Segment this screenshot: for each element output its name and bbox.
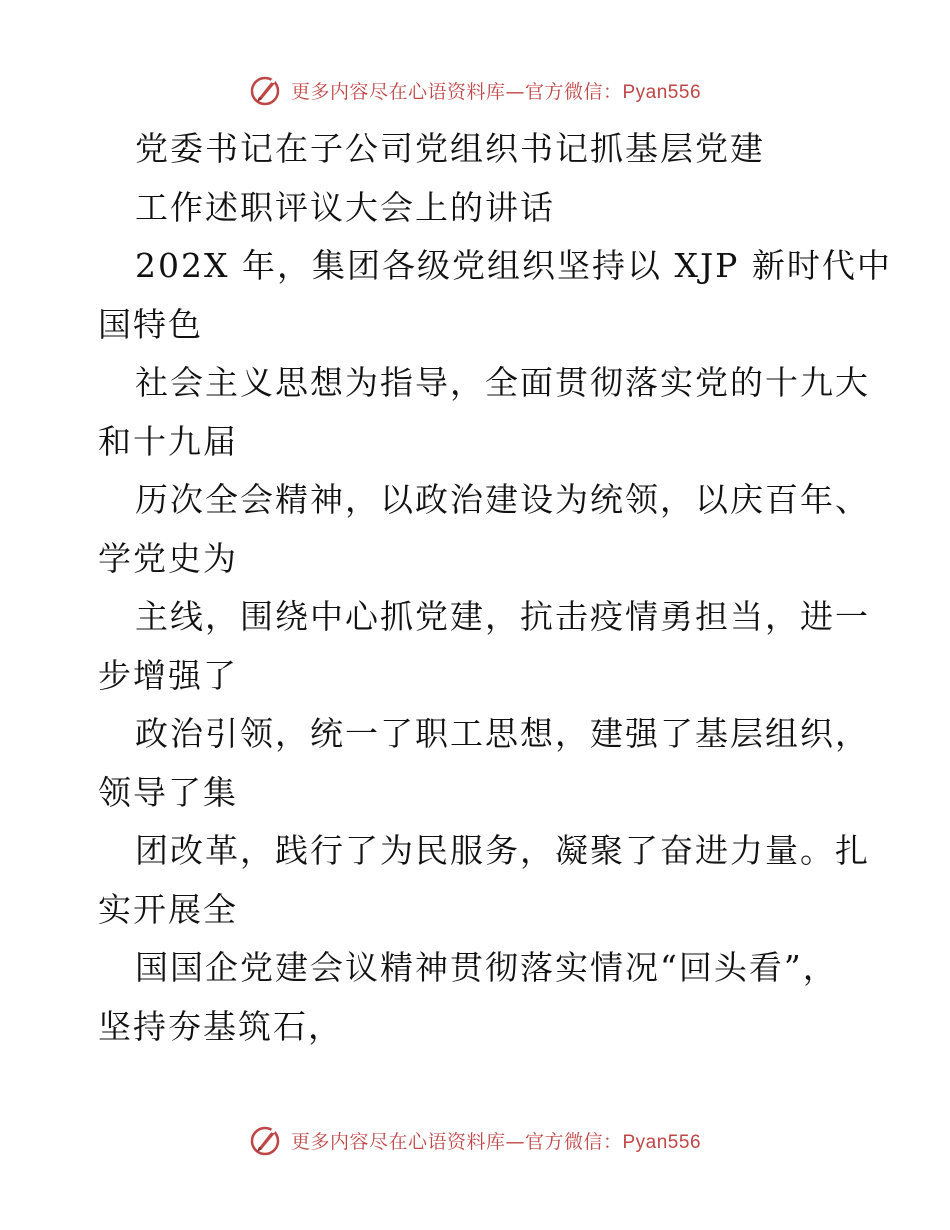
text-line: 国特色 xyxy=(98,304,203,344)
text-line: 坚持夯基筑石， xyxy=(98,1006,343,1046)
text-line: 国国企党建会议精神贯彻落实情况“回头看”， xyxy=(135,948,838,987)
text-line: 主线，围绕中心抓党建，抗击疫情勇担当，进一 xyxy=(135,597,870,636)
text-line: 团改革，践行了为民服务，凝聚了奋进力量。扎 xyxy=(135,831,870,870)
text-line: 实开展全 xyxy=(98,889,238,929)
document-body xyxy=(98,120,892,1056)
text-line: 领导了集 xyxy=(98,772,238,812)
text-line: 202X 年，集团各级党组织坚持以 XJP 新时代中 xyxy=(135,246,892,285)
text-line: 和十九届 xyxy=(98,421,238,461)
text-line: 工作述职评议大会上的讲话 xyxy=(135,187,555,227)
text-line: 社会主义思想为指导，全面贯彻落实党的十九大 xyxy=(135,363,870,402)
header-watermark xyxy=(0,70,950,110)
footer-watermark xyxy=(0,1120,950,1160)
text-line: 政治引领，统一了职工思想，建强了基层组织， xyxy=(135,714,870,753)
text-line: 历次全会精神，以政治建设为统领，以庆百年、 xyxy=(135,480,870,519)
text-line: 党委书记在子公司党组织书记抓基层党建 xyxy=(135,129,765,168)
watermark-text xyxy=(291,77,701,104)
text-line: 学党史为 xyxy=(98,538,238,578)
text-line: 步增强了 xyxy=(98,655,238,695)
quill-logo-icon xyxy=(249,1123,283,1157)
watermark-label: 更多内容尽在心语资料库—官方微信： xyxy=(290,80,623,103)
watermark-label: 更多内容尽在心语资料库—官方微信： xyxy=(290,1130,623,1153)
quill-logo-icon xyxy=(249,73,283,107)
watermark-text xyxy=(291,1127,701,1154)
watermark-wechat-id: Pyan556 xyxy=(622,81,702,103)
watermark-wechat-id: Pyan556 xyxy=(622,1131,702,1153)
